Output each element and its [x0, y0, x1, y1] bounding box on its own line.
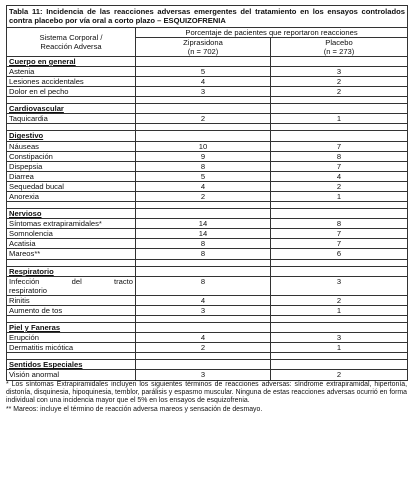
spacer-cell — [7, 259, 136, 266]
header-ziprasidona-name: Ziprasidona — [183, 37, 223, 47]
placebo-value: 1 — [271, 343, 408, 353]
section-header-row — [7, 104, 408, 114]
spacer-cell — [271, 316, 408, 323]
reaction-label-cell: Taquicardia — [7, 114, 136, 124]
spacer-row — [7, 97, 408, 104]
section-header-row — [7, 131, 408, 141]
header-ziprasidona — [136, 37, 271, 56]
section-header-ziprasidona-cell — [136, 360, 271, 370]
spacer-row — [7, 353, 408, 360]
table-row — [7, 141, 408, 151]
placebo-value: 7 — [271, 229, 408, 239]
reaction-label-continued: respiratorio — [9, 285, 47, 295]
section-header-row — [7, 323, 408, 333]
ziprasidona-value: 5 — [136, 66, 271, 76]
header-placebo-name: Placebo — [325, 37, 353, 47]
table-row — [7, 114, 408, 124]
placebo-value: 2 — [271, 181, 408, 191]
section-header-ziprasidona-cell — [136, 104, 271, 114]
table-row — [7, 219, 408, 229]
spacer-cell — [271, 202, 408, 209]
section-name: Sentidos Especiales — [7, 360, 136, 370]
reaction-label-cell: Sequedad bucal — [7, 181, 136, 191]
ziprasidona-value: 3 — [136, 305, 271, 315]
placebo-value: 2 — [271, 295, 408, 305]
spacer-cell — [136, 259, 271, 266]
ziprasidona-value: 8 — [136, 276, 271, 295]
spacer-row — [7, 316, 408, 323]
placebo-value: 6 — [271, 249, 408, 259]
ziprasidona-value: 5 — [136, 171, 271, 181]
section-header-placebo-cell — [271, 56, 408, 66]
section-header-placebo-cell — [271, 360, 408, 370]
ziprasidona-value: 2 — [136, 114, 271, 124]
table-row — [7, 181, 408, 191]
ziprasidona-value: 4 — [136, 333, 271, 343]
table-title: Tabla 11: Incidencia de las reacciones adversas emergentes del tratamiento en los ensayos controlados contra placebo por vía oral a corto plazo – ESQUIZOFRENIA — [7, 6, 408, 28]
placebo-value: 7 — [271, 161, 408, 171]
header-ziprasidona-n: (n = 702) — [187, 46, 219, 56]
spacer-cell — [7, 202, 136, 209]
spacer-cell — [7, 316, 136, 323]
placebo-value: 1 — [271, 192, 408, 202]
section-name: Respiratorio — [7, 266, 136, 276]
table-row — [7, 343, 408, 353]
ziprasidona-value: 8 — [136, 161, 271, 171]
reaction-label-cell: Rinitis — [7, 295, 136, 305]
ziprasidona-value: 3 — [136, 87, 271, 97]
spacer-row — [7, 202, 408, 209]
header-body-system-line1: Sistema Corporal / — [39, 32, 103, 42]
reaction-label: Infección del tracto — [9, 276, 133, 286]
placebo-value: 2 — [271, 87, 408, 97]
reaction-label-cell: Aumento de tos — [7, 305, 136, 315]
table-row — [7, 151, 408, 161]
placebo-value: 4 — [271, 171, 408, 181]
section-header-row — [7, 209, 408, 219]
placebo-value: 7 — [271, 141, 408, 151]
placebo-value: 2 — [271, 77, 408, 87]
spacer-row — [7, 259, 408, 266]
placebo-value: 2 — [271, 370, 408, 380]
reaction-label-cell: Mareos** — [7, 249, 136, 259]
table-row — [7, 370, 408, 380]
table-row — [7, 77, 408, 87]
spacer-cell — [271, 97, 408, 104]
header-body-system-line2: Reacción Adversa — [40, 41, 102, 51]
spacer-cell — [7, 353, 136, 360]
section-header-placebo-cell — [271, 266, 408, 276]
table-row — [7, 295, 408, 305]
table-row — [7, 171, 408, 181]
reaction-label-cell: Acatisia — [7, 239, 136, 249]
ziprasidona-value: 4 — [136, 181, 271, 191]
placebo-value: 1 — [271, 114, 408, 124]
footnote-dizziness: ** Mareos: incluye el término de reacción adversa mareos y sensación de desmayo. — [6, 405, 263, 413]
ziprasidona-value: 2 — [136, 343, 271, 353]
table-row — [7, 276, 408, 295]
spacer-cell — [271, 353, 408, 360]
section-header-placebo-cell — [271, 131, 408, 141]
ziprasidona-value: 14 — [136, 219, 271, 229]
table-row — [7, 66, 408, 76]
section-header-ziprasidona-cell — [136, 209, 271, 219]
spacer-cell — [7, 97, 136, 104]
placebo-value: 8 — [271, 219, 408, 229]
section-header-row — [7, 266, 408, 276]
section-header-placebo-cell — [271, 323, 408, 333]
reaction-label-cell: Lesiones accidentales — [7, 77, 136, 87]
section-name: Piel y Faneras — [7, 323, 136, 333]
section-header-placebo-cell — [271, 209, 408, 219]
ziprasidona-value: 14 — [136, 229, 271, 239]
section-header-row — [7, 360, 408, 370]
spacer-cell — [271, 259, 408, 266]
spacer-cell — [271, 124, 408, 131]
table-row — [7, 192, 408, 202]
table-row — [7, 333, 408, 343]
reaction-label-cell: Náuseas — [7, 141, 136, 151]
section-name: Digestivo — [7, 131, 136, 141]
footnotes — [6, 381, 407, 415]
header-percentage-span: Porcentaje de pacientes que reportaron reacciones — [136, 27, 408, 37]
ziprasidona-value: 3 — [136, 370, 271, 380]
adverse-reactions-table — [6, 5, 408, 381]
reaction-label-cell: Dispepsia — [7, 161, 136, 171]
spacer-cell — [136, 202, 271, 209]
spacer-cell — [136, 316, 271, 323]
header-placebo — [271, 37, 408, 56]
spacer-cell — [136, 353, 271, 360]
section-header-ziprasidona-cell — [136, 266, 271, 276]
ziprasidona-value: 8 — [136, 249, 271, 259]
ziprasidona-value: 10 — [136, 141, 271, 151]
section-header-placebo-cell — [271, 104, 408, 114]
spacer-cell — [136, 124, 271, 131]
reaction-label-cell: Visión anormal — [7, 370, 136, 380]
reaction-label-cell: Síntomas extrapiramidales* — [7, 219, 136, 229]
section-name: Nervioso — [7, 209, 136, 219]
header-placebo-n: (n = 273) — [323, 46, 355, 56]
spacer-cell — [7, 124, 136, 131]
section-header-ziprasidona-cell — [136, 56, 271, 66]
section-name: Cardiovascular — [7, 104, 136, 114]
section-name: Cuerpo en general — [7, 56, 136, 66]
ziprasidona-value: 4 — [136, 77, 271, 87]
placebo-value: 8 — [271, 151, 408, 161]
reaction-label-cell — [7, 276, 136, 295]
reaction-label-cell: Dermatitis micótica — [7, 343, 136, 353]
reaction-label-cell: Diarrea — [7, 171, 136, 181]
table-row — [7, 161, 408, 171]
table-row — [7, 249, 408, 259]
placebo-value: 3 — [271, 66, 408, 76]
table-row — [7, 305, 408, 315]
ziprasidona-value: 9 — [136, 151, 271, 161]
table-row — [7, 239, 408, 249]
ziprasidona-value: 8 — [136, 239, 271, 249]
spacer-cell — [136, 97, 271, 104]
table-title-row — [7, 6, 408, 28]
table-row — [7, 87, 408, 97]
table-row — [7, 229, 408, 239]
section-header-ziprasidona-cell — [136, 323, 271, 333]
section-header-row — [7, 56, 408, 66]
reaction-label-cell: Dolor en el pecho — [7, 87, 136, 97]
header-row — [7, 27, 408, 37]
section-header-ziprasidona-cell — [136, 131, 271, 141]
reaction-label-cell: Anorexia — [7, 192, 136, 202]
reaction-label-cell: Somnolencia — [7, 229, 136, 239]
ziprasidona-value: 4 — [136, 295, 271, 305]
placebo-value: 7 — [271, 239, 408, 249]
ziprasidona-value: 2 — [136, 192, 271, 202]
reaction-label-cell: Astenia — [7, 66, 136, 76]
reaction-label-cell: Constipación — [7, 151, 136, 161]
footnote-extrapyramidal: * Los síntomas Extrapiramidales incluyen los siguientes términos de reacciones adversas: síndrome extrapiramidal, hipertonía, distonía, disquinesia, hipoquinesia, temblor, parálisis y espasmo muscular. Ninguna de estas reacciones adversas ocurrió en forma individual con una incidencia mayor que el 5% en los ensayos de esquizofrenia. — [6, 380, 407, 405]
placebo-value: 1 — [271, 305, 408, 315]
placebo-value: 3 — [271, 333, 408, 343]
spacer-row — [7, 124, 408, 131]
reaction-label-cell: Erupción — [7, 333, 136, 343]
placebo-value: 3 — [271, 276, 408, 295]
header-body-system — [7, 27, 136, 56]
